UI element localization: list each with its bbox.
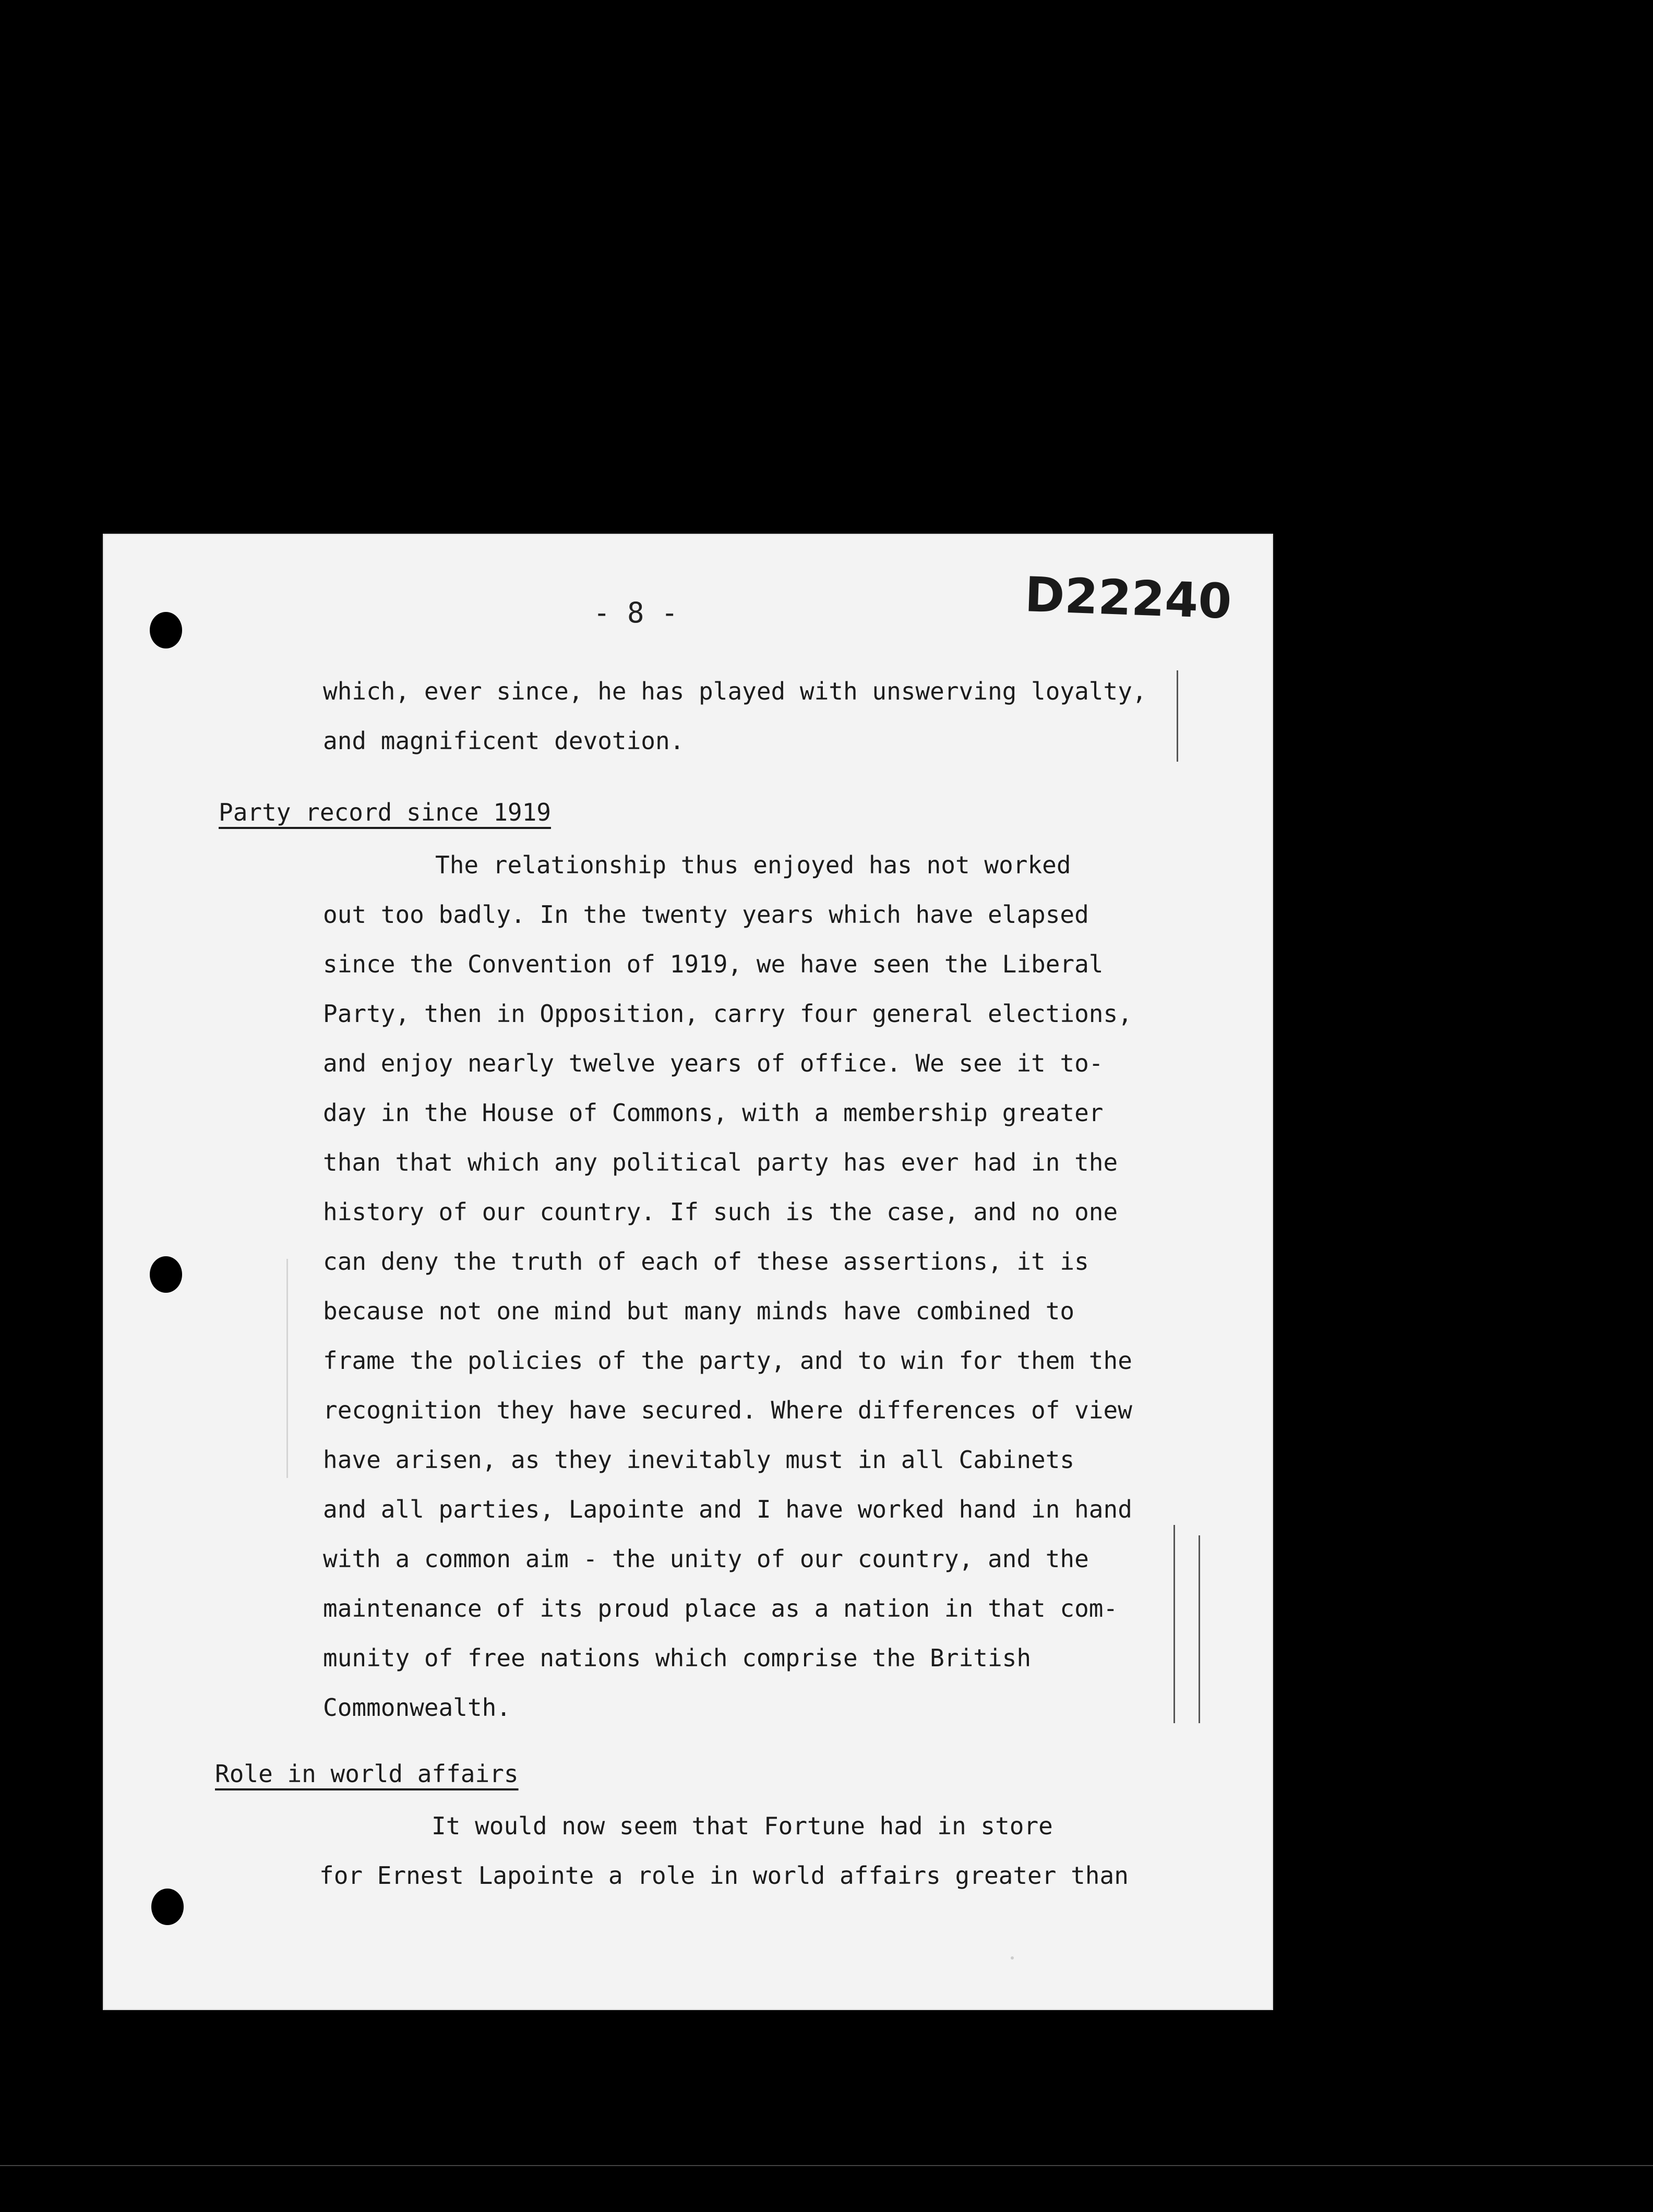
faint-mark <box>286 1259 288 1478</box>
text-line: frame the policies of the party, and to win for them the <box>323 1347 1132 1375</box>
text-line: Commonwealth. <box>323 1693 511 1722</box>
text-line: with a common aim - the unity of our country, and the <box>323 1545 1089 1573</box>
text-line: because not one mind but many minds have combined to <box>323 1297 1075 1325</box>
text-line: day in the House of Commons, with a membership greater <box>323 1099 1104 1127</box>
text-line: munity of free nations which comprise the British <box>323 1644 1032 1672</box>
text-line: and magnificent devotion. <box>323 727 685 755</box>
margin-mark <box>1173 1525 1175 1723</box>
text-line: and enjoy nearly twelve years of office. We see it to- <box>323 1049 1104 1077</box>
text-line: have arisen, as they inevitably must in all Cabinets <box>323 1446 1075 1474</box>
punch-hole <box>150 612 182 648</box>
text-line: which, ever since, he has played with unswerving loyalty, <box>323 677 1147 705</box>
document-id-stamp: D22240 <box>1024 567 1233 630</box>
page-number: - 8 - <box>593 596 678 629</box>
text-line: recognition they have secured. Where differences of view <box>323 1396 1132 1424</box>
text-line: history of our country. If such is the case, and no one <box>323 1198 1118 1226</box>
margin-mark <box>1177 670 1178 762</box>
punch-hole <box>150 1256 182 1293</box>
document-page <box>103 534 1273 2010</box>
margin-mark <box>1199 1535 1200 1723</box>
text-line: can deny the truth of each of these assertions, it is <box>323 1247 1089 1276</box>
punch-hole <box>151 1889 184 1925</box>
scan-edge-line <box>0 2165 1653 2166</box>
section-heading: Party record since 1919 <box>219 798 551 826</box>
speck <box>1011 1956 1014 1959</box>
text-line: The relationship thus enjoyed has not worked <box>435 851 1071 879</box>
text-line: out too badly. In the twenty years which have elapsed <box>323 900 1089 929</box>
text-line: than that which any political party has ever had in the <box>323 1148 1118 1176</box>
text-line: and all parties, Lapointe and I have worked hand in hand <box>323 1495 1132 1523</box>
text-line: for Ernest Lapointe a role in world affairs greater than <box>319 1861 1129 1890</box>
text-line: since the Convention of 1919, we have seen the Liberal <box>323 950 1104 978</box>
text-line: It would now seem that Fortune had in store <box>432 1812 1053 1840</box>
section-heading: Role in world affairs <box>215 1760 519 1788</box>
text-line: maintenance of its proud place as a nation in that com- <box>323 1594 1118 1622</box>
text-line: Party, then in Opposition, carry four general elections, <box>323 1000 1132 1028</box>
